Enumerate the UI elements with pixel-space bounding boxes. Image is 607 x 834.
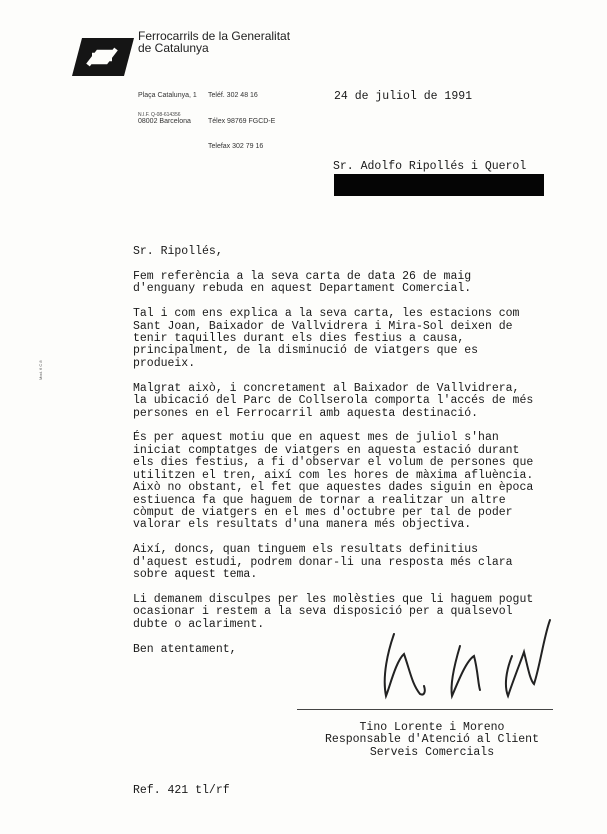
signer-title: Responsable d'Atenció al Client [325,733,539,747]
contact-numbers [208,75,275,160]
recipient-name: Sr. Adolfo Ripollés i Querol [333,160,527,173]
address-city: 08002 Barcelona [138,117,191,125]
reference-code: Ref. 421 tl/rf [133,784,230,797]
nif-number: N.I.F. Q-08-614356 [138,112,181,118]
letter-body [133,246,553,669]
handwritten-signature [374,616,554,708]
phone-number: Teléf. 302 48 16 [208,92,258,99]
org-name-line2: de Catalunya [138,41,209,55]
fax-number: Telefax 302 79 16 [208,143,264,150]
telex-number: Télex 98769 FGCD-E [208,117,276,125]
address-street: Plaça Catalunya, 1 [138,92,197,99]
postal-address [138,75,197,135]
salutation: Sr. Ripollés, [133,245,223,258]
closing: Ben atentament, [133,642,237,656]
paragraph-apology: Li demanem disculpes per les molèsties que li haguem pogut ocasionar i restem a la seva disposició per a qualsevol dubte o aclariment. [133,592,534,631]
signer-name: Tino Lorente i Moreno [359,721,505,734]
fgc-logo [72,38,134,76]
form-code: Mod. 6 C 8 [38,360,43,380]
paragraph-stations: Tal i com ens explica a la seva carta, les estacions com Sant Joan, Baixador de Vallvidrera i Mira-Sol deixen de tenir taquilles durant els dies festius a causa, principalment, de la disminució de viatgers que es produeix. [133,307,520,370]
signer-block [300,722,564,759]
org-name-line1: Ferrocarrils de la Generalitat [138,29,291,43]
redacted-address [334,174,544,196]
paragraph-reference: Fem referència a la seva carta de data 26 de maig d'enguany rebuda en aquest Departament Comercial. [133,269,472,296]
signer-department: Serveis Comercials [369,745,495,759]
paragraph-results: Així, doncs, quan tinguem els resultats definitius d'aquest estudi, podrem donar-li una resposta més clara sobre aquest tema. [133,543,513,582]
signature-line [297,709,553,710]
paragraph-counts: És per aquest motiu que en aquest mes de juliol s'han iniciat comptatges de viatgers en aquesta estació durant els dies festius, a fi d'observar el volum de persones que utilitzen el tren, així com les hores de màxima afluència. Això no obstant, el fet que aquestes dades siguin en època estiuenca fa que haguem de tornar a realitzar un altre còmput de viatgers en el mes d'octubre per tal de poder valorar els resultats d'una manera més objectiva. [133,431,534,532]
organization-name [138,30,290,54]
letter-date: 24 de juliol de 1991 [334,90,473,103]
paragraph-vallvidrera: Malgrat això, i concretament al Baixador de Vallvidrera, la ubicació del Parc de Collserola comporta l'accés de més persones en el Ferrocarril amb aquesta destinació. [133,381,534,420]
